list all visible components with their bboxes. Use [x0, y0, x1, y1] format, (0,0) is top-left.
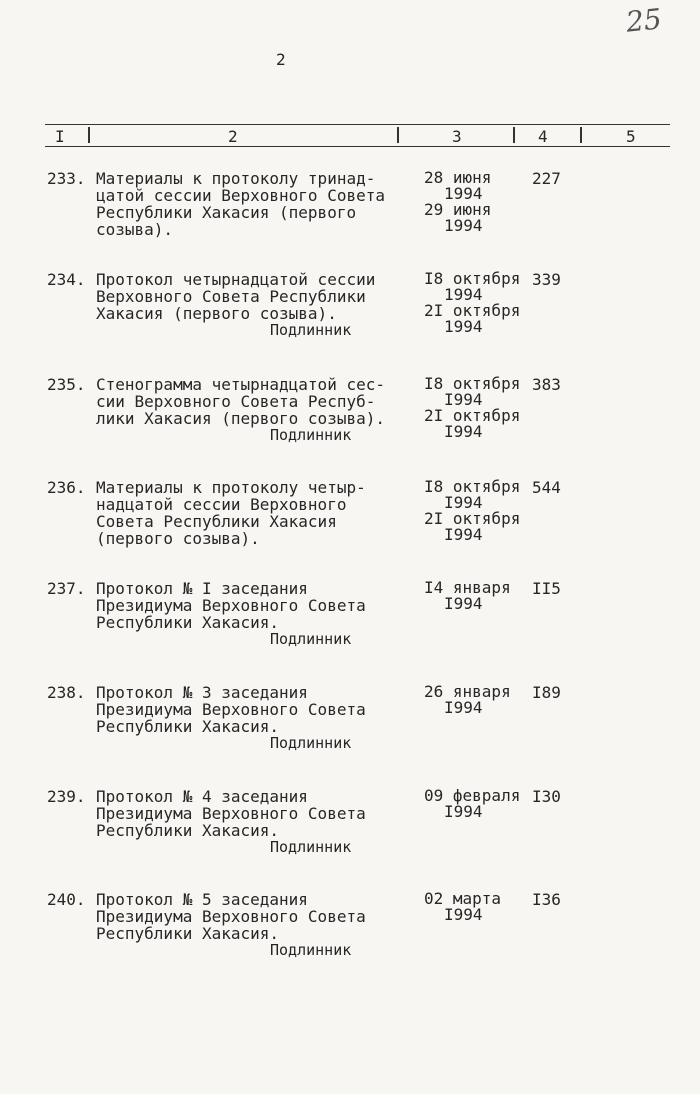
date-year: I994	[444, 802, 483, 821]
date-day-month: I8 октября	[424, 477, 521, 496]
date-day-month: 09 февраля	[424, 786, 521, 805]
column-separator	[397, 127, 399, 143]
item-title-line: Совета Республики Хакасия	[96, 512, 337, 531]
item-title-line: Материалы к протоколу четыр-	[96, 478, 366, 497]
date-year: 1994	[444, 317, 483, 336]
item-title	[96, 170, 396, 238]
original-note: Подлинник	[270, 426, 352, 444]
item-number: 239.	[47, 787, 86, 806]
column-header-3: 3	[452, 127, 462, 146]
item-title	[96, 788, 396, 839]
original-note: Подлинник	[270, 734, 352, 752]
item-title-line: Протокол четырнадцатой сессии	[96, 270, 376, 289]
item-title	[96, 479, 396, 547]
item-title-line: Республики Хакасия.	[96, 717, 280, 736]
date-year: 1994	[444, 216, 483, 235]
date-year: 1994	[444, 285, 483, 304]
item-dates	[424, 479, 534, 543]
item-title-line: лики Хакасия (первого созыва).	[96, 409, 385, 428]
date-day-month: 26 января	[424, 682, 511, 701]
column-header-4: 4	[538, 127, 548, 146]
item-number: 238.	[47, 683, 86, 702]
item-title-line: Протокол № 5 заседания	[96, 890, 308, 909]
sheet-count: II5	[532, 579, 561, 598]
item-title-line: созыва).	[96, 220, 174, 239]
date-day-month: 2I октября	[424, 509, 521, 528]
item-title-line: Протокол № I заседания	[96, 579, 308, 598]
column-separator	[88, 127, 90, 143]
date-year: I994	[444, 422, 483, 441]
item-title	[96, 891, 396, 942]
item-title-line: Президиума Верховного Совета	[96, 907, 366, 926]
column-header-5: 5	[626, 127, 636, 146]
item-title-line: Президиума Верховного Совета	[96, 700, 366, 719]
header-top-rule	[45, 124, 670, 125]
item-title	[96, 271, 396, 322]
sheet-count: I89	[532, 683, 561, 702]
item-title-line: Стенограмма четырнадцатой сес-	[96, 375, 385, 394]
item-title-line: Протокол № 4 заседания	[96, 787, 308, 806]
item-title-line: надцатой сессии Верховного	[96, 495, 347, 514]
item-dates	[424, 684, 534, 716]
original-note: Подлинник	[270, 838, 352, 856]
date-day-month: 29 июня	[424, 200, 492, 219]
item-title-line: Республики Хакасия.	[96, 613, 280, 632]
date-day-month: 2I октября	[424, 406, 521, 425]
item-dates	[424, 788, 534, 820]
date-year: 1994	[444, 184, 483, 203]
item-dates	[424, 891, 534, 923]
date-day-month: I8 октября	[424, 269, 521, 288]
item-number: 236.	[47, 478, 86, 497]
item-title-line: Материалы к протоколу тринад-	[96, 169, 376, 188]
sheet-count: I36	[532, 890, 561, 909]
date-day-month: 28 июня	[424, 168, 492, 187]
column-header-2: 2	[228, 127, 238, 146]
sheet-count: 339	[532, 270, 561, 289]
sheet-count: I30	[532, 787, 561, 806]
item-title-line: Верховного Совета Республики	[96, 287, 366, 306]
item-title-line: Республики Хакасия.	[96, 924, 280, 943]
item-title-line: цатой сессии Верховного Совета	[96, 186, 385, 205]
header-bottom-rule	[45, 146, 670, 147]
sheet-count: 544	[532, 478, 561, 497]
column-separator	[580, 127, 582, 143]
date-year: I994	[444, 905, 483, 924]
handwritten-sheet-number: 25	[624, 2, 664, 39]
item-dates	[424, 170, 534, 234]
page-number: 2	[276, 50, 286, 69]
item-number: 237.	[47, 579, 86, 598]
date-year: I994	[444, 390, 483, 409]
date-day-month: 02 марта	[424, 889, 502, 908]
date-year: I994	[444, 594, 483, 613]
item-number: 240.	[47, 890, 86, 909]
item-title-line: Хакасия (первого созыва).	[96, 304, 337, 323]
item-dates	[424, 376, 534, 440]
item-number: 233.	[47, 169, 86, 188]
item-title-line: Президиума Верховного Совета	[96, 596, 366, 615]
date-year: I994	[444, 525, 483, 544]
item-number: 234.	[47, 270, 86, 289]
item-title	[96, 684, 396, 735]
item-title-line: сии Верховного Совета Респуб-	[96, 392, 376, 411]
item-dates	[424, 271, 534, 335]
item-title-line: Республики Хакасия (первого	[96, 203, 357, 222]
date-day-month: 2I октября	[424, 301, 521, 320]
original-note: Подлинник	[270, 321, 352, 339]
item-dates	[424, 580, 534, 612]
item-number: 235.	[47, 375, 86, 394]
item-title-line: Протокол № 3 заседания	[96, 683, 308, 702]
date-day-month: I8 октября	[424, 374, 521, 393]
date-day-month: I4 января	[424, 578, 511, 597]
item-title-line: Президиума Верховного Совета	[96, 804, 366, 823]
sheet-count: 383	[532, 375, 561, 394]
date-year: I994	[444, 493, 483, 512]
column-separator	[513, 127, 515, 143]
item-title-line: (первого созыва).	[96, 529, 260, 548]
original-note: Подлинник	[270, 941, 352, 959]
sheet-count: 227	[532, 169, 561, 188]
item-title	[96, 580, 396, 631]
item-title-line: Республики Хакасия.	[96, 821, 280, 840]
original-note: Подлинник	[270, 630, 352, 648]
column-header-1: I	[55, 127, 65, 146]
date-year: I994	[444, 698, 483, 717]
item-title	[96, 376, 396, 427]
